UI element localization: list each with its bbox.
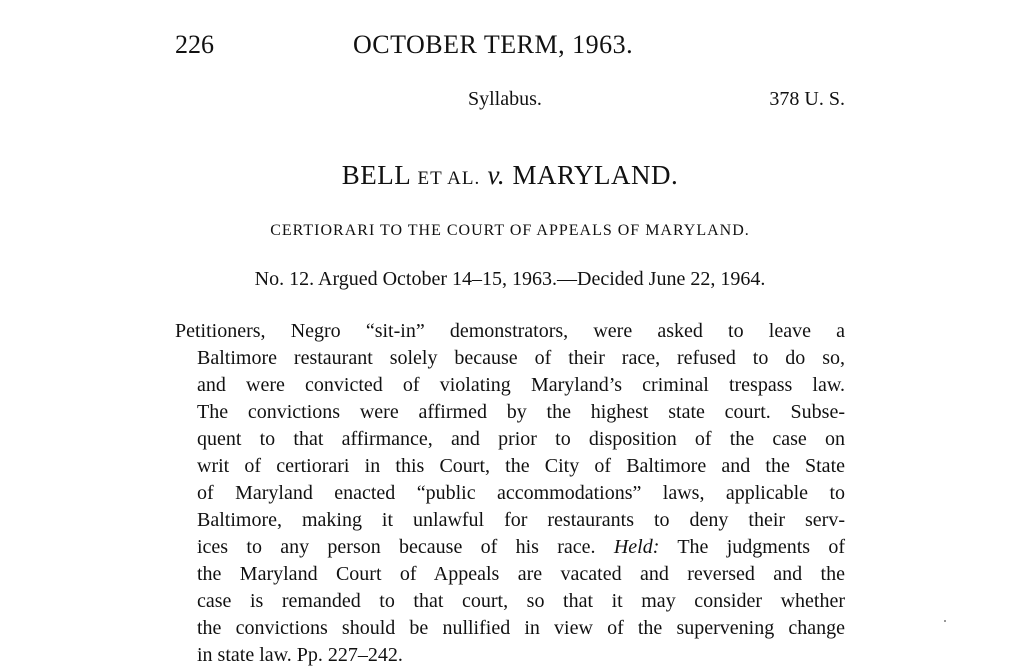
page-subheader [175, 88, 845, 112]
volume-citation: 378 U. S. [769, 88, 845, 110]
syllabus-line-held [175, 534, 845, 561]
case-title [0, 160, 1020, 191]
syllabus-line: writ of certiorari in this Court, the City of Baltimore and the State [197, 455, 845, 477]
held-line-after: The judgments of [677, 536, 846, 558]
syllabus-line: the Maryland Court of Appeals are vacated and reversed and the [197, 563, 845, 585]
syllabus-line: case is remanded to that court, so that it may consider whether [197, 590, 845, 612]
syllabus-line: the convictions should be nullified in view of the supervening change [197, 617, 845, 639]
scan-speck [944, 620, 946, 622]
case-versus: v. [487, 160, 506, 190]
running-head: OCTOBER TERM, 1963. [353, 30, 634, 59]
case-party-1: BELL [341, 160, 411, 190]
case-et-al: ET AL. [417, 168, 481, 189]
case-party-2: MARYLAND. [512, 160, 679, 190]
syllabus-line-last: in state law. Pp. 227–242. [197, 644, 403, 666]
section-label: Syllabus. [468, 88, 542, 110]
syllabus-line: The convictions were affirmed by the highest state court. Subse- [197, 401, 845, 423]
held-line-before: ices to any person because of his race. [197, 536, 596, 558]
syllabus-line: quent to that affirmance, and prior to disposition of the case on [197, 428, 845, 450]
held-label: Held: [613, 536, 660, 558]
syllabus-paragraph [175, 318, 845, 669]
syllabus-line: Petitioners, Negro “sit-in” demonstrators, were asked to leave a [175, 320, 845, 342]
page-header [175, 30, 855, 62]
syllabus-line: Baltimore restaurant solely because of their race, refused to do so, [197, 347, 845, 369]
docket-line: No. 12. Argued October 14–15, 1963.—Decided June 22, 1964. [254, 268, 766, 290]
syllabus-line: of Maryland enacted “public accommodations” laws, applicable to [197, 482, 845, 504]
page-number: 226 [175, 30, 214, 59]
syllabus-line: and were convicted of violating Maryland’s criminal trespass law. [197, 374, 845, 396]
certiorari-line: CERTIORARI TO THE COURT OF APPEALS OF MARYLAND. [270, 222, 750, 239]
syllabus-line: Baltimore, making it unlawful for restaurants to deny their serv- [197, 509, 845, 531]
